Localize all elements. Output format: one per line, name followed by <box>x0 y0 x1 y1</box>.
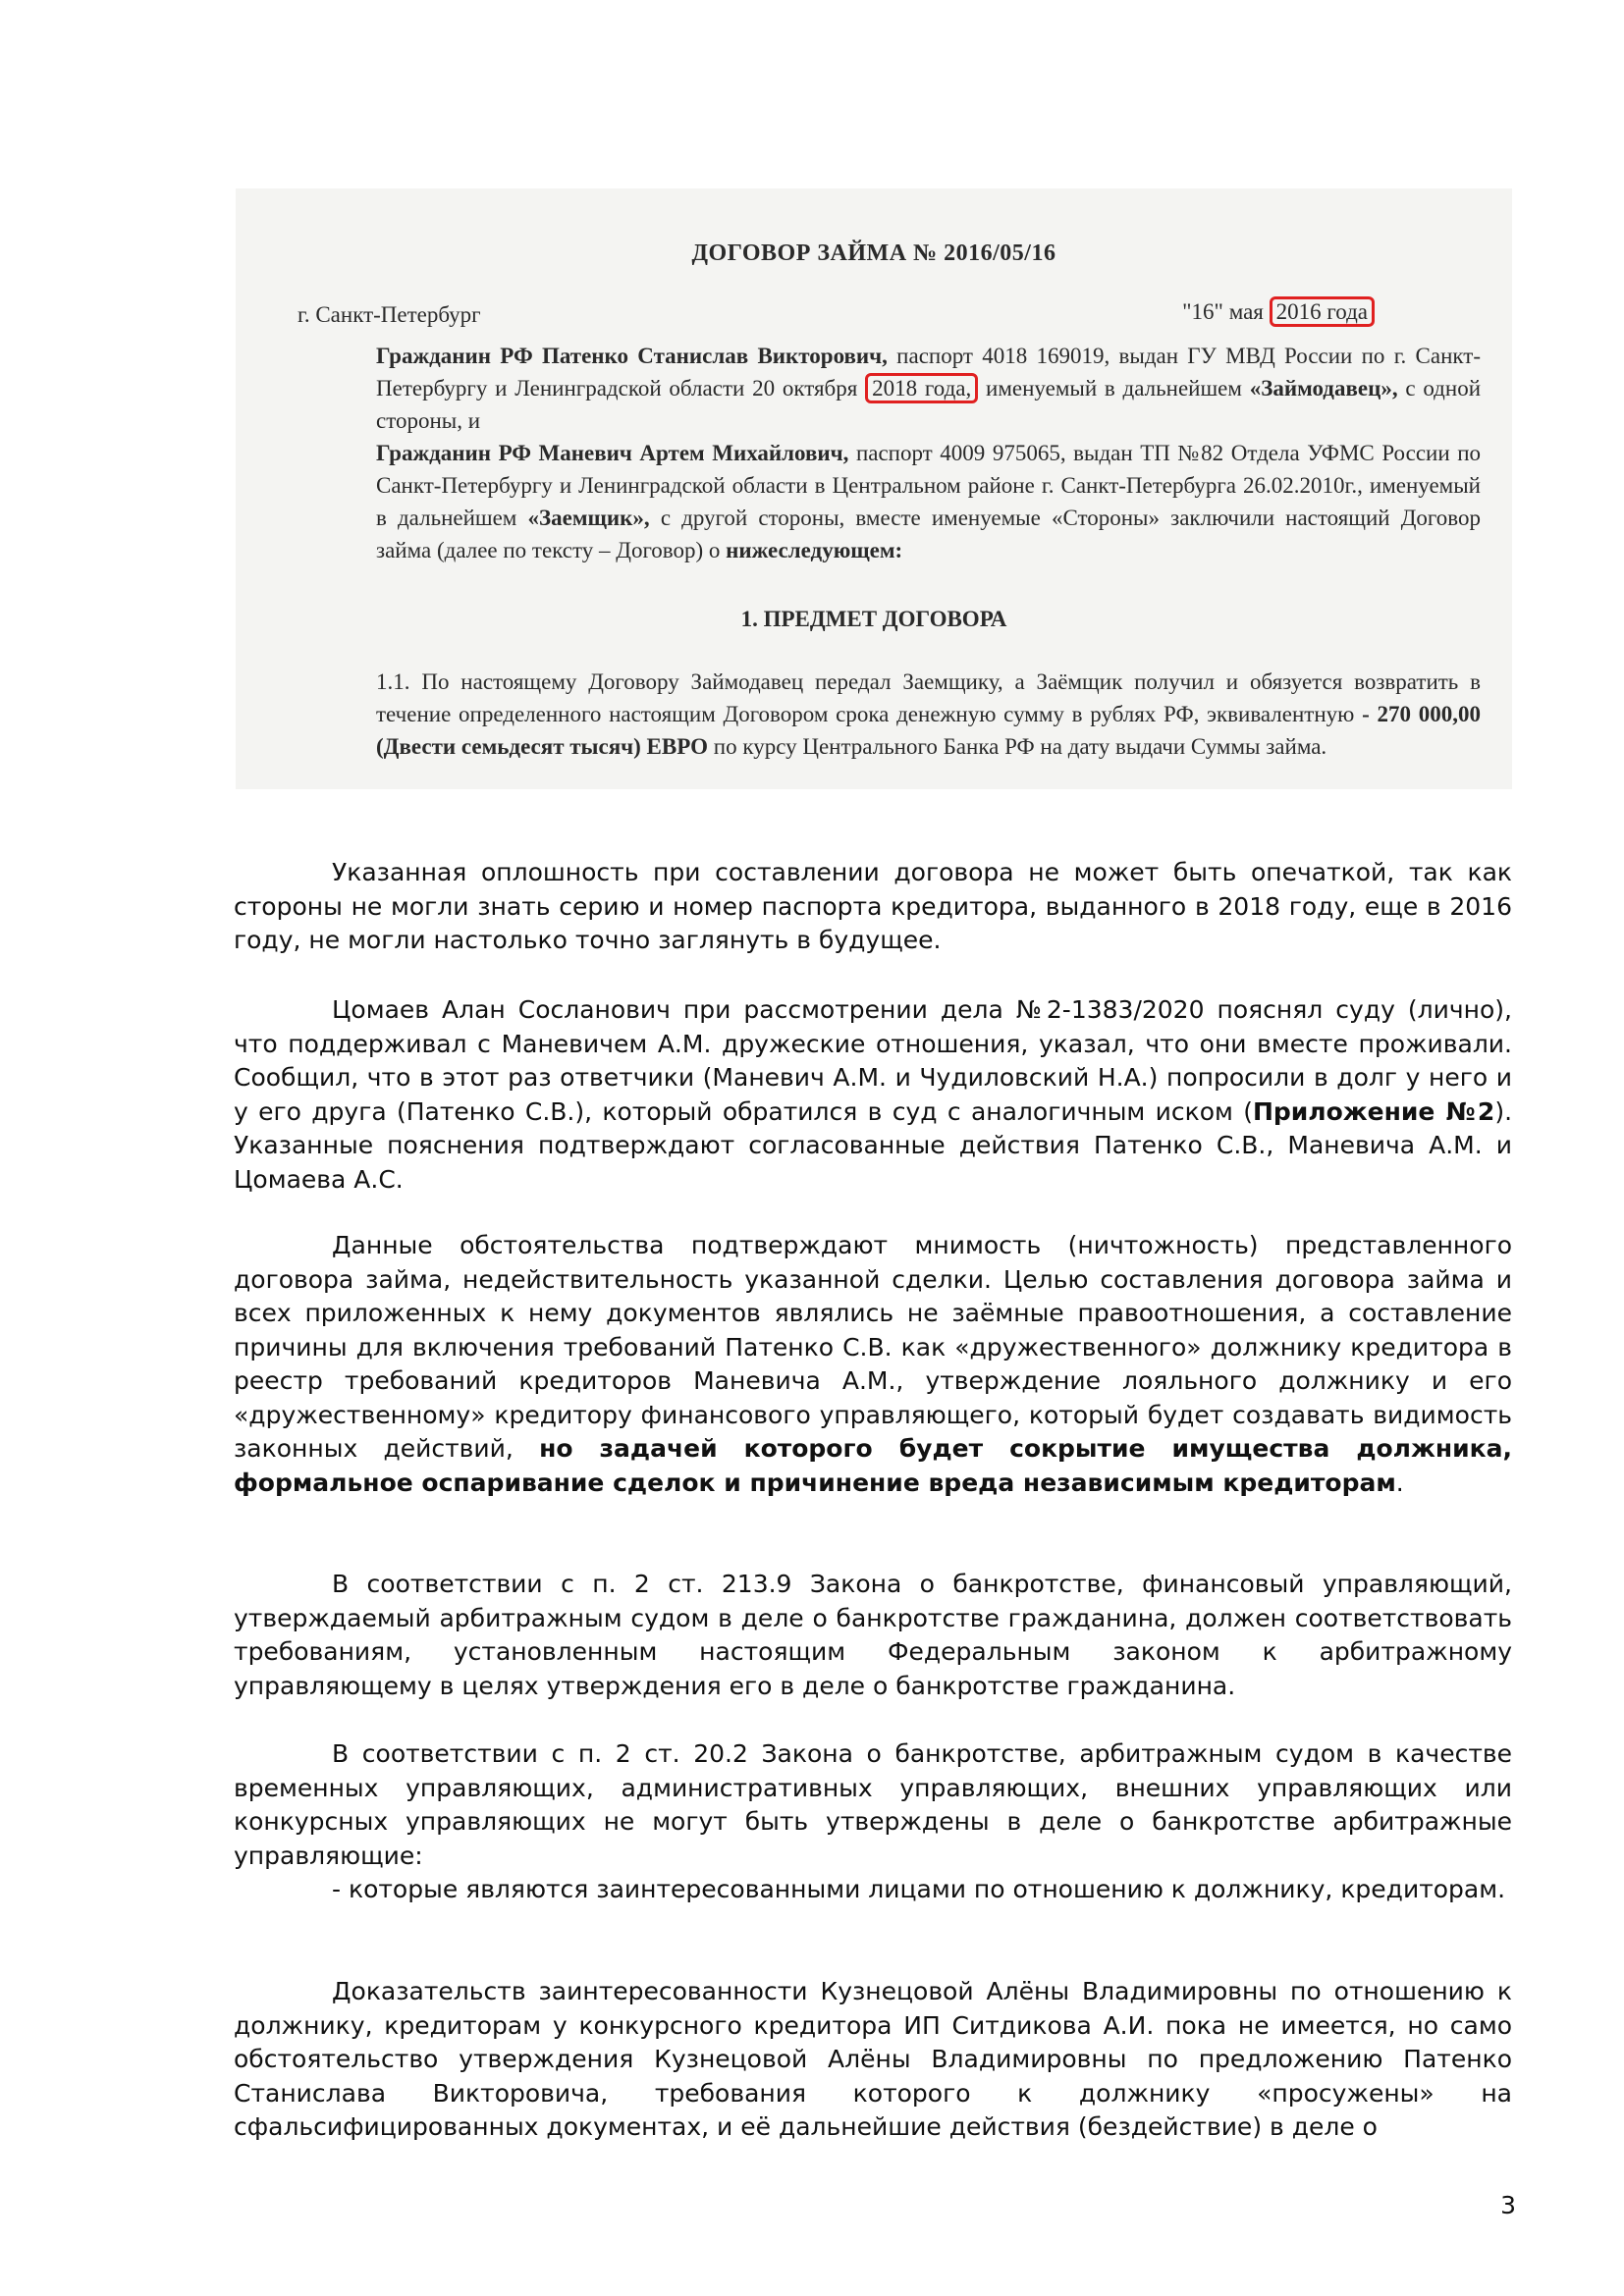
contract-scan-image <box>236 188 1512 789</box>
paragraph-5-text: В соответствии с п. 2 ст. 20.2 Закона о банкротстве, арбитражным судом в качестве временных управляющих, административных управляющих, внешних управляющих или конкурсных управляющих не могут быть утверждены в деле о банкротстве арбитражные управляющие: <box>234 1739 1512 1870</box>
clause-text: 1.1. По настоящему Договору Займодавец передал Заемщику, а Заёмщик получил и обязуется возвратить в течение определенного настоящим Договором срока денежную сумму в рублях РФ, эквивалентную <box>376 669 1481 726</box>
contract-party-lender <box>298 340 1481 437</box>
paragraph-2 <box>234 993 1512 1197</box>
paragraph-5 <box>234 1737 1512 1907</box>
highlight-year-2016: 2016 года <box>1270 296 1375 327</box>
contract-clause-1-1 <box>298 666 1481 763</box>
paragraph-6-text: Доказательств заинтересованности Кузнецовой Алёны Владимировны по отношению к должнику, кредиторам у конкурсного кредитора ИП Ситдикова А.И. пока не имеется, но само обстоятельство утверждения Кузнецовой Алёны Владимировны по предложению Патенко Станислава Викторовича, требования которого к должнику «просужены» на сфальсифицированных документах, и её дальнейшие действия (бездействие) в деле о <box>234 1977 1512 2141</box>
lender-passport: паспорт 4018 169019, выдан ГУ МВД России по г. Санкт-Петербургу и Ленинградской области 20 октября <box>376 344 1481 400</box>
contract-section-heading: 1. ПРЕДМЕТ ДОГОВОРА <box>740 607 1007 631</box>
paragraph-3-end: . <box>1395 1468 1404 1497</box>
paragraph-1 <box>234 856 1512 958</box>
paragraph-2-part-b: ). Указанные пояснения подтверждают согласованные действия Патенко С.В., Маневича А.М. и Цомаева А.С. <box>234 1096 1513 1194</box>
paragraph-3-bold: но задачей которого будет сокрытие имущества должника, формальное оспаривание сделок и причинение вреда независимым кредиторам <box>234 1434 1512 1497</box>
paragraph-1-text: Указанная оплошность при составлении договора не может быть опечаткой, так как стороны не могли знать серию и номер паспорта кредитора, выданного в 2018 году, еще в 2016 году, не могли настолько точно заглянуть в будущее. <box>234 858 1512 954</box>
paragraph-6 <box>234 1975 1512 2145</box>
contract-party-borrower <box>298 437 1481 566</box>
paragraph-3 <box>234 1229 1512 1500</box>
lender-text-end: с одной стороны, и <box>376 376 1481 433</box>
highlight-year-2018: 2018 года, <box>865 373 978 403</box>
clause-amount: - 270 000,00 (Двести семьдесят тысяч) ЕВРО <box>376 702 1481 759</box>
lender-name: Гражданин РФ Патенко Станислав Викторович, <box>376 344 888 368</box>
paragraph-4 <box>234 1568 1512 1703</box>
borrower-text-end: нижеследующем: <box>726 538 903 562</box>
borrower-text: с другой стороны, вместе именуемые «Стороны» заключили настоящий Договор займа (далее по тексту – Договор) о <box>376 506 1481 562</box>
lender-text: именуемый в дальнейшем <box>978 376 1250 400</box>
borrower-name: Гражданин РФ Маневич Артем Михайлович, <box>376 441 849 465</box>
page-number: 3 <box>1500 2191 1516 2219</box>
paragraph-3-text <box>234 1229 1512 1500</box>
contract-title: ДОГОВОР ЗАЙМА № 2016/05/16 <box>691 240 1056 266</box>
contract-city: г. Санкт-Петербург <box>298 302 481 327</box>
paragraph-2-text <box>234 993 1512 1197</box>
paragraph-3-part-a: Данные обстоятельства подтверждают мнимость (ничтожность) представленного договора займа, недействительность указанной сделки. Целью составления договора займа и всех приложенных к нему документов являлись не заёмные правоотношения, а составление причины для включения требований Патенко С.В. как «дружественного» должнику кредитора в реестр требований кредиторов Маневича А.М., утверждение лояльного должнику и его «дружественному» кредитору финансового управляющего, который будет создавать видимость законных действий, <box>234 1231 1512 1463</box>
clause-text-end: по курсу Центрального Банка РФ на дату выдачи Суммы займа. <box>708 734 1327 759</box>
contract-date <box>1182 295 1375 328</box>
paragraph-2-part-a: Цомаев Алан Сосланович при рассмотрении дела №2-1383/2020 пояснял суду (лично), что поддерживал с Маневичем А.М. дружеские отношения, указал, что они вместе проживали. Сообщил, что в этот раз ответчики (Маневич А.М. и Чудиловский Н.А.) попросили в долг у него и у его друга (Патенко С.В.), который обратился в суд с аналогичным иском ( <box>234 995 1512 1126</box>
appendix-2-reference: Приложение №2 <box>1252 1096 1495 1126</box>
borrower-passport: паспорт 4009 975065, выдан ТП №82 Отдела УФМС России по Санкт-Петербургу и Ленинградской области в Центральном районе г. Санкт-Петербурга 26.02.2010г., именуемый в дальнейшем <box>376 441 1481 530</box>
lender-role: «Займодавец», <box>1249 376 1398 400</box>
contract-date-day: "16" мая <box>1182 299 1264 324</box>
borrower-role: «Заемщик», <box>527 506 650 530</box>
paragraph-5-dash-item: - которые являются заинтересованными лицами по отношению к должнику, кредиторам. <box>332 1875 1506 1903</box>
paragraph-4-text: В соответствии с п. 2 ст. 213.9 Закона о банкротстве, финансовый управляющий, утверждаемый арбитражным судом в деле о банкротстве гражданина, должен соответствовать требованиям, установленным настоящим Федеральным законом к арбитражному управляющему в целях утверждения его в деле о банкротстве гражданина. <box>234 1570 1512 1700</box>
